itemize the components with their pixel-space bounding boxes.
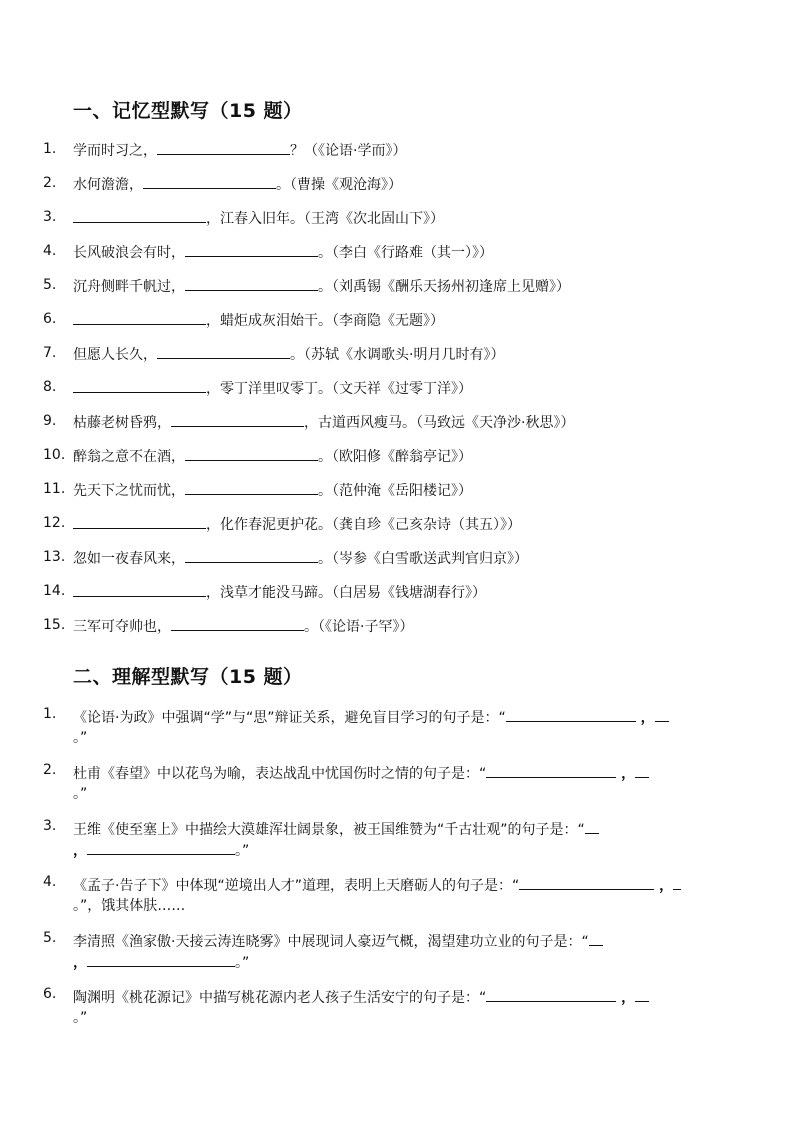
question-text: 杜甫《春望》中以花鸟为喻，表达战乱中忧国伤时之情的句子是：“: [73, 766, 487, 782]
question-source: 。（刘禹锡《酬乐天扬州初逢席上见赠》）: [318, 279, 570, 295]
question-source: 。（欧阳修《醉翁亭记》）: [318, 449, 472, 465]
question-tail: 。”，饿其体肤……: [73, 898, 186, 914]
answer-blank[interactable]: [73, 309, 206, 325]
answer-blank[interactable]: [157, 139, 290, 155]
question-number: 1.: [43, 141, 57, 157]
question-text: 枯藤老树昏鸦，: [73, 415, 171, 431]
question-source: 。（《论语·子罕》）: [304, 619, 414, 635]
question-tail: 。”: [235, 955, 250, 971]
question-number: 11.: [43, 481, 66, 497]
question-number: 6.: [43, 311, 57, 327]
question-number: 3.: [43, 818, 57, 834]
question-source: ，零丁洋里叹零丁。（文天祥《过零丁洋》）: [206, 381, 472, 397]
answer-blank[interactable]: [171, 615, 304, 631]
question-number: 10.: [43, 447, 66, 463]
question-text: 忽如一夜春风来，: [73, 551, 185, 567]
question-number: 6.: [43, 986, 57, 1002]
answer-blank[interactable]: [519, 874, 654, 890]
question-number: 1.: [43, 706, 57, 722]
question-text: 沉舟侧畔千帆过，: [73, 279, 185, 295]
question-tail: 。”: [73, 786, 88, 802]
answer-blank[interactable]: [87, 951, 235, 967]
question-text: 醉翁之意不在酒，: [73, 449, 185, 465]
answer-blank[interactable]: [73, 581, 206, 597]
question-number: 9.: [43, 413, 57, 429]
question-number: 8.: [43, 379, 57, 395]
answer-blank[interactable]: [143, 173, 276, 189]
answer-blank[interactable]: [506, 706, 636, 722]
question-text: 先天下之忧而忧，: [73, 483, 185, 499]
question-source: ，浅草才能没马蹄。（白居易《钱塘湖春行》）: [206, 585, 486, 601]
question-source: ，江春入旧年。（王湾《次北固山下》）: [206, 211, 444, 227]
question-source: 。（范仲淹《岳阳楼记》）: [318, 483, 472, 499]
question-source: ，古道西风瘦马。（马致远《天净沙·秋思》）: [304, 415, 575, 431]
question-number: 2.: [43, 175, 57, 191]
question-number: 15.: [43, 617, 66, 633]
question-tail: 。”: [73, 1010, 88, 1026]
answer-blank[interactable]: [185, 547, 318, 563]
answer-blank[interactable]: [635, 762, 649, 778]
answer-blank[interactable]: [486, 986, 616, 1002]
question-number: 3.: [43, 209, 57, 225]
answer-blank[interactable]: [73, 207, 206, 223]
question-number: 5.: [43, 277, 57, 293]
answer-blank[interactable]: [185, 241, 318, 257]
question-source: 。（曹操《观沧海》）: [276, 177, 402, 193]
answer-blank[interactable]: [157, 343, 290, 359]
section-title-memory: 一、记忆型默写（15 题）: [73, 100, 303, 122]
answer-blank[interactable]: [673, 874, 681, 890]
answer-blank[interactable]: [585, 818, 599, 834]
answer-blank[interactable]: [589, 930, 603, 946]
answer-blank[interactable]: [486, 762, 616, 778]
question-source: ？（《论语·学而》）: [290, 143, 407, 159]
question-text: 三军可夺帅也，: [73, 619, 171, 635]
question-text: 水何澹澹，: [73, 177, 143, 193]
question-number: 13.: [43, 549, 66, 565]
answer-blank[interactable]: [73, 377, 206, 393]
answer-blank[interactable]: [185, 275, 318, 291]
question-number: 4.: [43, 874, 57, 890]
question-text: 但愿人长久，: [73, 347, 157, 363]
question-source: ，蜡炬成灰泪始干。（李商隐《无题》）: [206, 313, 444, 329]
question-source: 。（李白《行路难（其一）》）: [318, 245, 493, 261]
question-text: 学而时习之，: [73, 143, 157, 159]
question-text: 李清照《渔家傲·天接云涛连晓雾》中展现词人豪迈气概，渴望建功立业的句子是：“: [73, 934, 589, 950]
question-number: 7.: [43, 345, 57, 361]
answer-blank[interactable]: [73, 513, 206, 529]
question-text: 《孟子·告子下》中体现“逆境出人才”道理，表明上天磨砺人的句子是：“: [73, 878, 520, 894]
section-title-understanding: 二、理解型默写（15 题）: [73, 666, 303, 688]
question-text: 陶渊明《桃花源记》中描写桃花源内老人孩子生活安宁的句子是：“: [73, 990, 487, 1006]
question-source: ，化作春泥更护花。（龚自珍《己亥杂诗（其五）》）: [206, 517, 521, 533]
answer-blank[interactable]: [87, 839, 235, 855]
question-text: 长风破浪会有时，: [73, 245, 185, 261]
answer-blank[interactable]: [171, 411, 304, 427]
answer-blank[interactable]: [185, 445, 318, 461]
question-text: 《论语·为政》中强调“学”与“思”辩证关系，避免盲目学习的句子是：“: [73, 710, 506, 726]
question-number: 12.: [43, 515, 66, 531]
answer-blank[interactable]: [655, 706, 669, 722]
question-tail: 。”: [235, 843, 250, 859]
answer-blank[interactable]: [185, 479, 318, 495]
answer-blank[interactable]: [635, 986, 649, 1002]
worksheet-page: 一、记忆型默写（15 题） 1. 学而时习之， ？（《论语·学而》） 2. 水何澹澹， 。（曹操《观沧海》） 3. ，江春入旧年。（王湾《次北固山下》） 4. 长风破浪会有时， 。（李白《行路难（其一）》） 5. 沉舟侧畔千帆过， 。（刘禹锡《酬乐天扬州初逢席上见赠》） 6. ，蜡炬成灰泪始干。（李商隐《无题》） 7. 但愿人长久， 。（苏轼《水调歌头·明月几时有》） 8. ，零丁洋里叹零丁。（文天祥《过零丁洋》） 9. 枯藤老树昏鸦， ，古道西风瘦马。（马致远《天净沙·秋思》） 10. 醉翁之意不在酒， 。（欧阳修《醉翁亭记》） 11. 先天下之忧而忧， 。（范仲淹《岳阳楼记》） 12. ，化作春泥更护花。（龚自珍《己亥杂诗（其五）》） 13. 忽如一夜春风来， 。（岑参《白雪歌送武判官归京》） 14. ，浅草才能没马蹄。（白居易《钱塘湖春行》） 15. 三军可夺帅也， 。（《论语·子罕》） 二、理解型默写（15 题） 1. 《论语·为政》中强调“学”与“思”辩证关系，避免盲目学习的句子是：“ ， 。” 2. 杜甫《春望》中以花鸟为喻，表达战乱中忧国伤时之情的句子是：“ ， 。” 3. 王维《使至塞上》中描绘大漠雄浑壮阔景象，被王国维赞为“千古壮观”的句子是：“ ， 。” 4. 《孟子·告子下》中体现“逆境出人才”道理，表明上天磨砺人的句子是：“ ， 。”，饿其体肤…… 5. 李清照《渔家傲·天接云涛连晓雾》中展现词人豪迈气概，渴望建功立业的句子是：“ ， 。” 6. 陶渊明《桃花源记》中描写桃花源内老人孩子生活安宁的句子是：“ ， 。”: [0, 0, 800, 1132]
question-source: 。（苏轼《水调歌头·明月几时有》）: [290, 347, 505, 363]
question-number: 2.: [43, 762, 57, 778]
question-source: 。（岑参《白雪歌送武判官归京》）: [318, 551, 528, 567]
question-number: 14.: [43, 583, 66, 599]
question-number: 4.: [43, 243, 57, 259]
question-number: 5.: [43, 930, 57, 946]
question-text: 王维《使至塞上》中描绘大漠雄浑壮阔景象，被王国维赞为“千古壮观”的句子是：“: [73, 822, 585, 838]
question-tail: 。”: [73, 730, 88, 746]
